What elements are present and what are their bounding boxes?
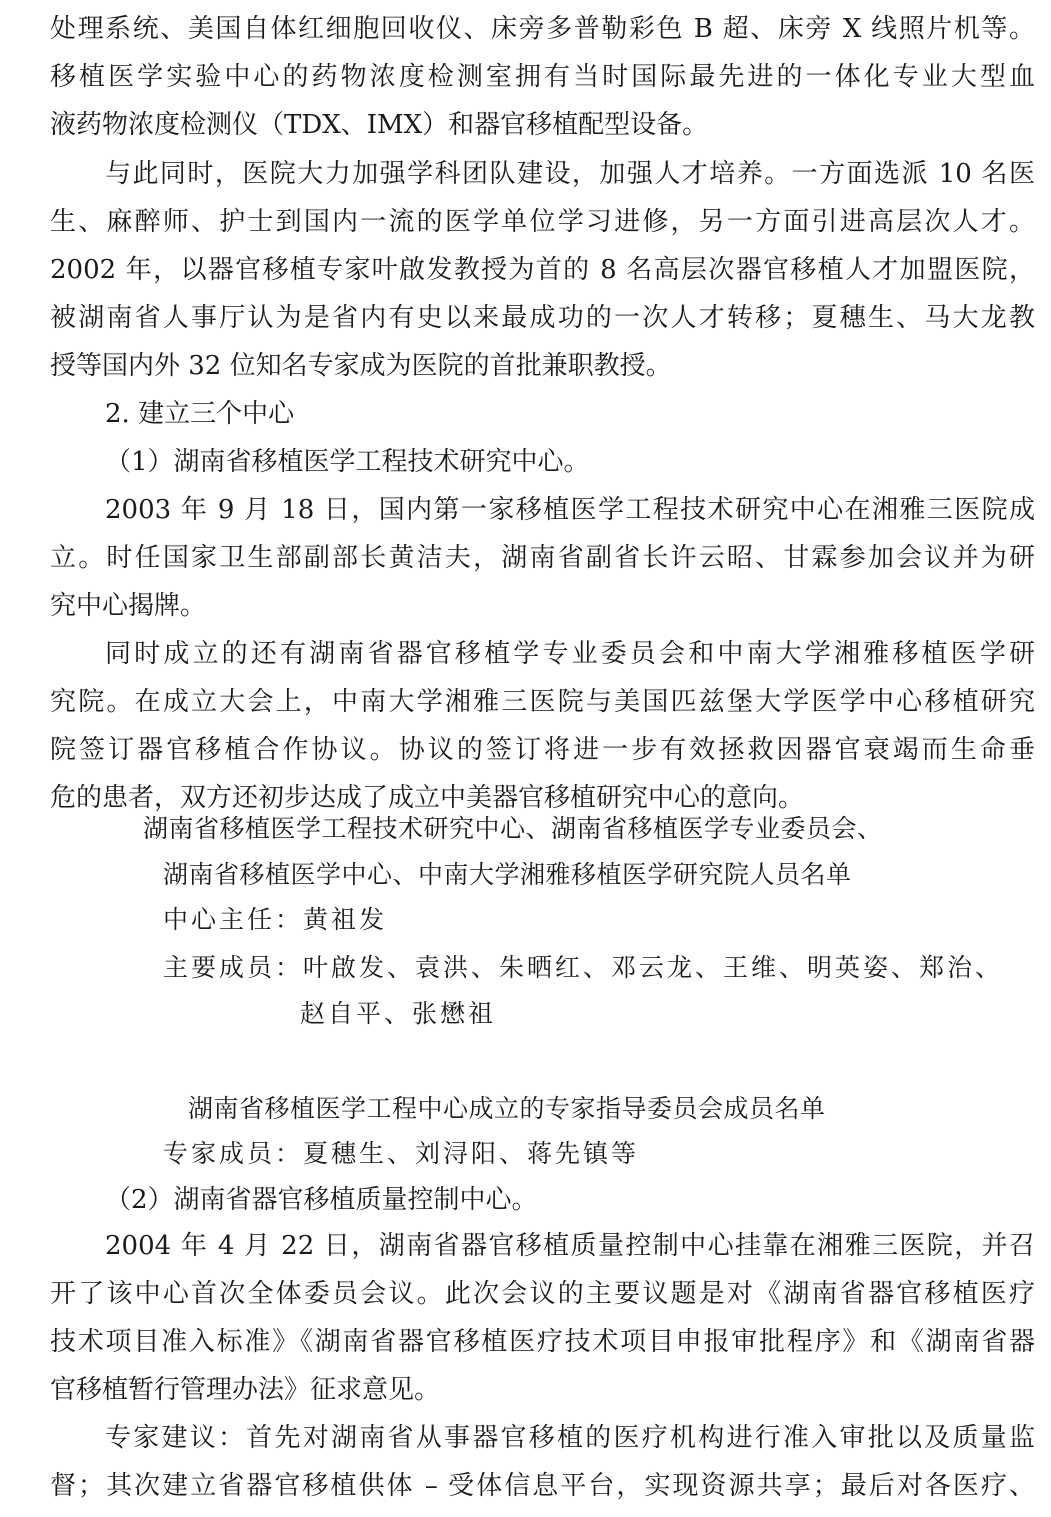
list-entry: 中心主任：黄祖发	[163, 905, 388, 934]
paragraph-line: 同时成立的还有湖南省器官移植学专业委员会和中南大学湘雅移植医学研	[105, 639, 1035, 669]
paragraph-line: 技术项目准入标准》《湖南省器官移植医疗技术项目申报审批程序》和《湖南省器	[50, 1327, 1035, 1357]
paragraph-line: 生、麻醉师、护士到国内一流的医学单位学习进修，另一方面引进高层次人才。	[50, 207, 1035, 237]
list-entry: 赵自平、张懋祖	[300, 999, 497, 1028]
paragraph-line: 与此同时，医院大力加强学科团队建设，加强人才培养。一方面选派 10 名医	[105, 159, 1035, 189]
paragraph-line: 督；其次建立省器官移植供体 – 受体信息平台，实现资源共享；最后对各医疗、	[50, 1471, 1035, 1501]
list-title: 湖南省移植医学工程技术研究中心、湖南省移植医学专业委员会、	[143, 814, 883, 843]
paragraph-line: 开了该中心首次全体委员会议。此次会议的主要议题是对《湖南省器官移植医疗	[50, 1279, 1035, 1309]
paragraph-line: 2004 年 4 月 22 日，湖南省器官移植质量控制中心挂靠在湘雅三医院，并召	[105, 1231, 1035, 1261]
subsection-heading: （2）湖南省器官移植质量控制中心。	[105, 1185, 538, 1215]
paragraph-line: 2002 年，以器官移植专家叶啟发教授为首的 8 名高层次器官移植人才加盟医院，	[50, 255, 1035, 285]
paragraph-line: 液药物浓度检测仪（TDX、IMX）和器官移植配型设备。	[50, 110, 709, 140]
paragraph-line: 立。时任国家卫生部副部长黄洁夫，湖南省副省长许云昭、甘霖参加会议并为研	[50, 543, 1035, 573]
paragraph-line: 官移植暂行管理办法》征求意见。	[50, 1375, 441, 1405]
list-entry: 主要成员：叶啟发、袁洪、朱晒红、邓云龙、王维、明英姿、郑治、	[163, 953, 1004, 982]
paragraph-line: 授等国内外 32 位知名专家成为医院的首批兼职教授。	[50, 351, 672, 381]
paragraph-line: 专家建议：首先对湖南省从事器官移植的医疗机构进行准入审批以及质量监	[105, 1423, 1035, 1453]
list-title: 湖南省移植医学工程中心成立的专家指导委员会成员名单	[188, 1094, 826, 1123]
paragraph-line: 移植医学实验中心的药物浓度检测室拥有当时国际最先进的一体化专业大型血	[50, 62, 1035, 92]
paragraph-line: 究院。在成立大会上，中南大学湘雅三医院与美国匹兹堡大学医学中心移植研究	[50, 687, 1035, 717]
paragraph-line: 危的患者，双方还初步达成了成立中美器官移植研究中心的意向。	[50, 783, 805, 813]
paragraph-line: 被湖南省人事厅认为是省内有史以来最成功的一次人才转移；夏穗生、马大龙教	[50, 303, 1035, 333]
section-heading: 2. 建立三个中心	[105, 399, 295, 429]
paragraph-line: 院签订器官移植合作协议。协议的签订将进一步有效拯救因器官衰竭而生命垂	[50, 735, 1035, 765]
paragraph-line: 2003 年 9 月 18 日，国内第一家移植医学工程技术研究中心在湘雅三医院成	[105, 495, 1035, 525]
paragraph-line: 究中心揭牌。	[50, 591, 207, 621]
paragraph-line: 处理系统、美国自体红细胞回收仪、床旁多普勒彩色 B 超、床旁 X 线照片机等。	[50, 14, 1035, 44]
subsection-heading: （1）湖南省移植医学工程技术研究中心。	[105, 447, 590, 477]
list-title: 湖南省移植医学中心、中南大学湘雅移植医学研究院人员名单	[163, 860, 852, 889]
list-entry: 专家成员：夏穗生、刘浔阳、蒋先镇等	[163, 1139, 640, 1168]
